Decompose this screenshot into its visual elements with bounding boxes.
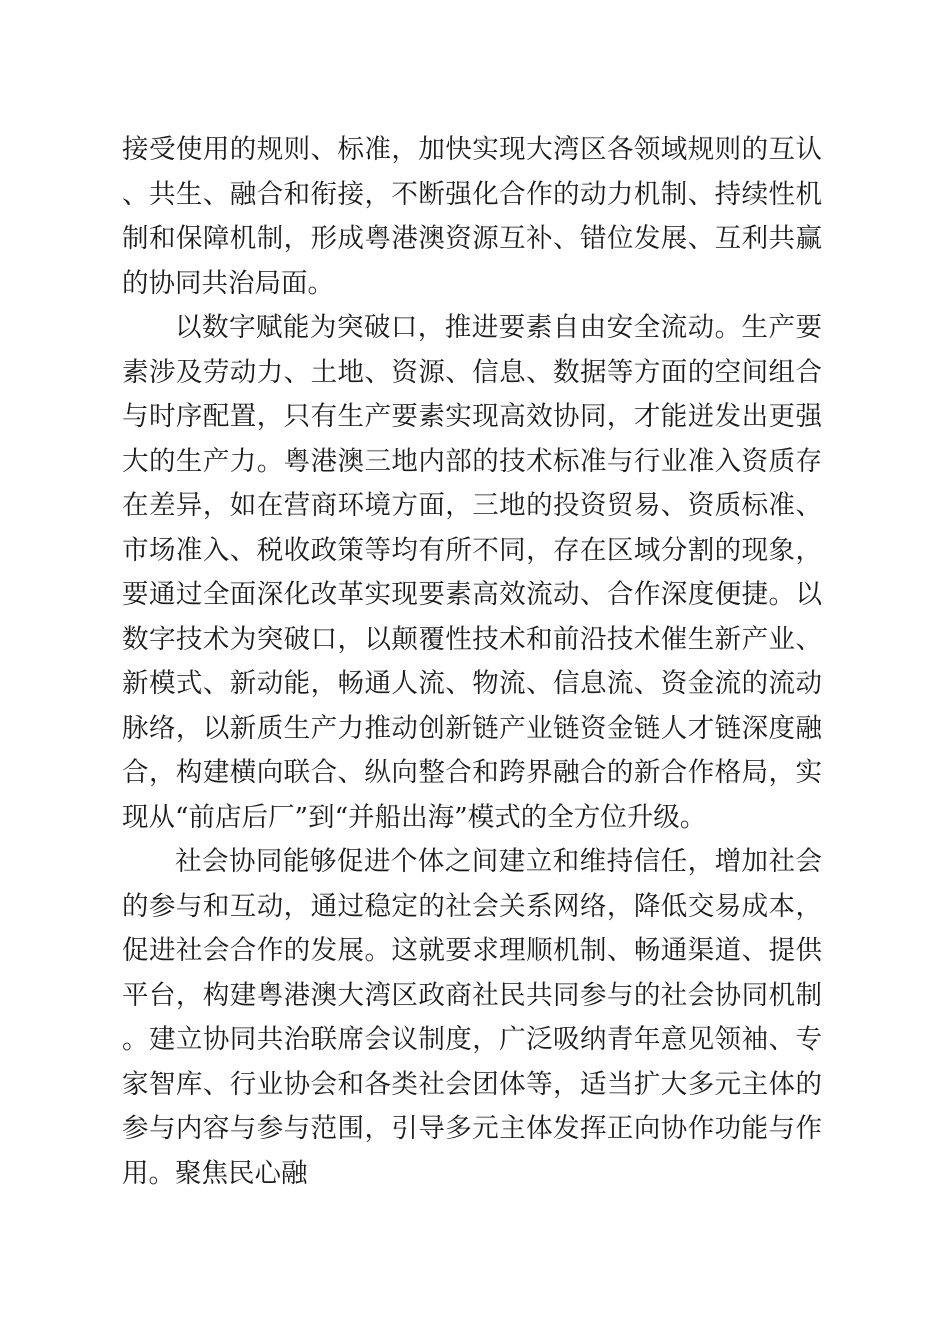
paragraph-3: 社会协同能够促进个体之间建立和维持信任，增加社会的参与和互动，通过稳定的社会关系网络，降低交易成本，促进社会合作的发展。这就要求理顺机制、畅通渠道、提供平台，构建粤港澳大湾区政商社民共同参与的社会协同机制。建立协同共治联席会议制度，广泛吸纳青年意见领袖、专家智库、行业协会和各类社会团体等，适当扩大多元主体的参与内容与参与范围，引导多元主体发挥正向协作功能与作用。聚焦民心融 <box>122 846 822 1189</box>
paragraph-1: 接受使用的规则、标准，加快实现大湾区各领域规则的互认、共生、融合和衔接，不断强化合作的动力机制、持续性机制和保障机制，形成粤港澳资源互补、错位发展、互利共赢的协同共治局面。 <box>122 134 822 299</box>
document-body <box>122 128 822 1196</box>
paragraph-2: 以数字赋能为突破口，推进要素自由安全流动。生产要素涉及劳动力、土地、资源、信息、数据等方面的空间组合与时序配置，只有生产要素实现高效协同，才能迸发出更强大的生产力。粤港澳三地内部的技术标准与行业准入资质存在差异，如在营商环境方面，三地的投资贸易、资质标准、市场准入、税收政策等均有所不同，存在区域分割的现象，要通过全面深化改革实现要素高效流动、合作深度便捷。以数字技术为突破口，以颠覆性技术和前沿技术催生新产业、新模式、新动能，畅通人流、物流、信息流、资金流的流动脉络，以新质生产力推动创新链产业链资金链人才链深度融合，构建横向联合、纵向整合和跨界融合的新合作格局，实现从“前店后厂”到“并船出海”模式的全方位升级。 <box>122 312 822 833</box>
